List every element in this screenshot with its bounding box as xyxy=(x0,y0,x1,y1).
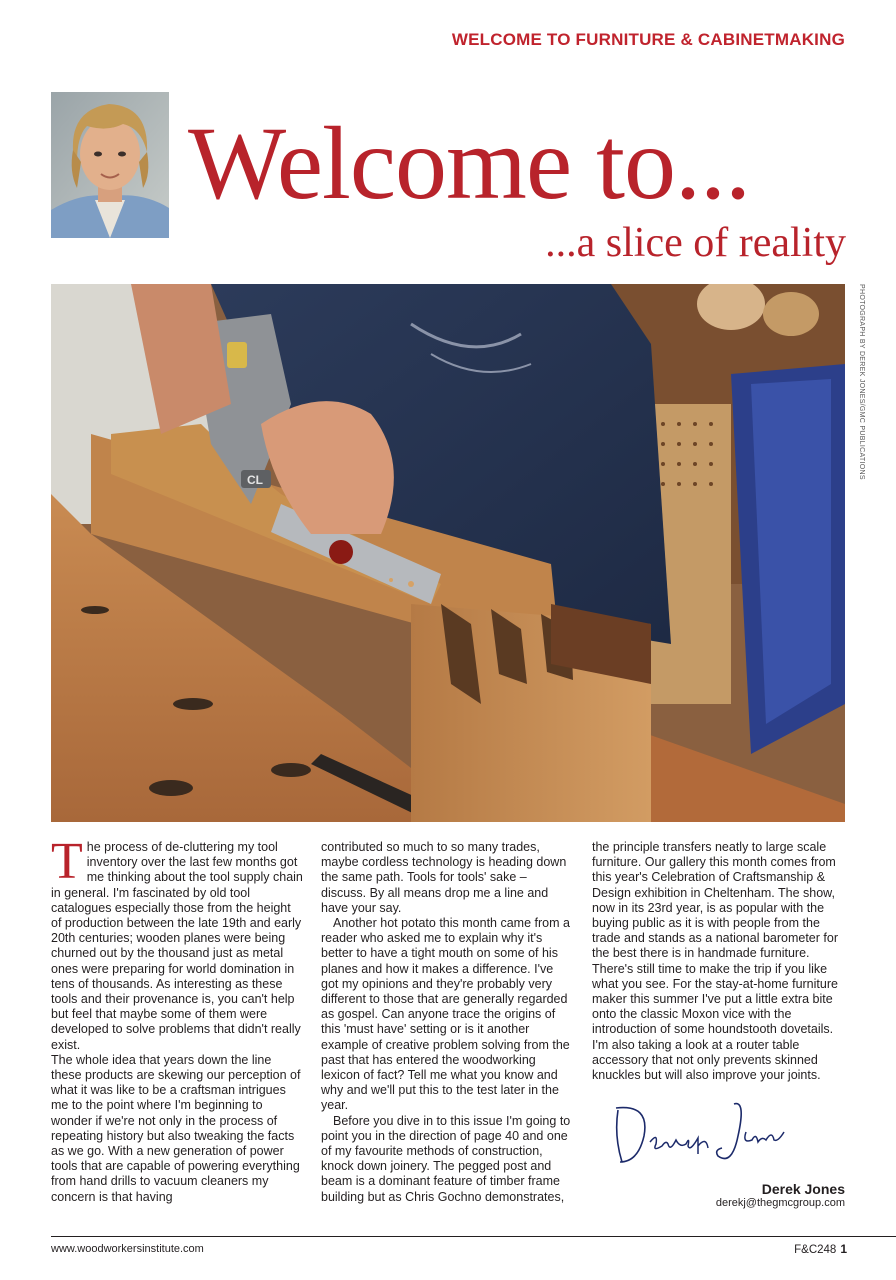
author-name: Derek Jones xyxy=(761,1181,845,1197)
headline-subtitle: ...a slice of reality xyxy=(545,220,846,266)
article-paragraph: he process of de-cluttering my tool inventory over the last few months got me thinking about the tool supply chain in general. I'm fascinated by old tool catalogues especially those from the height of production between the late 19th and early 20th centuries; wooden planes were being churned out by the thousand just as metal ones were preparing for world domination in tens of thousands. As interesting as these tools and their provenance is, you can't help but feel that maybe some of them were developed to solve problems that didn't really exist. xyxy=(51,840,303,1052)
article-column-2 xyxy=(321,840,573,1205)
article-column-1 xyxy=(51,833,303,1205)
hero-photo xyxy=(51,284,845,822)
article-paragraph: Before you dive in to this issue I'm going to point you in the direction of page 40 and one of my favourite methods of construction, knock down joinery. The pegged post and beam is a dominant feature of timber frame building but as Chris Gochno demonstrates, xyxy=(321,1113,571,1204)
headline-title: Welcome to... xyxy=(188,106,750,221)
section-header: WELCOME TO FURNITURE & CABINETMAKING xyxy=(451,30,845,49)
article-paragraph: the principle transfers neatly to large scale furniture. Our gallery this month comes from this year's Celebration of Craftsmanship & Design exhibition in Cheltenham. The show, now in its 23rd year, is as popular with the buying public as it is with people from the trade and stands as a national barometer for the best there is in handmade furniture. There's still time to make the trip if you like what you see. For the stay-at-home furniture maker this summer I've put a little extra bite onto the classic Moxon vice with the introduction of some houndstooth dovetails. I'm also taking a look at a router table accessory that not only prevents skinned knuckles but will also improve your joints. xyxy=(592,840,838,1083)
footer-website-link[interactable]: www.woodworkersinstitute.com xyxy=(51,1243,204,1255)
photo-credit: PHOTOGRAPH BY DEREK JONES/GMC PUBLICATIONS xyxy=(858,284,865,480)
author-email[interactable]: derekj@thegmcgroup.com xyxy=(715,1197,845,1209)
article-column-3 xyxy=(592,840,844,1083)
footer-issue xyxy=(794,1242,847,1256)
author-portrait xyxy=(51,92,169,238)
plane-badge-text: CL xyxy=(247,473,263,487)
footer-issue-number: F&C248 xyxy=(794,1244,837,1256)
drop-cap: T xyxy=(51,833,83,890)
article-paragraph: contributed so much to so many trades, maybe cordless technology is heading down the same path. Tools for tools' sake – discuss. By all means drop me a line and have your say. xyxy=(321,840,567,915)
footer-page-number: 1 xyxy=(840,1242,847,1256)
author-signature xyxy=(606,1096,806,1176)
footer-divider xyxy=(51,1236,896,1237)
article-paragraph: Another hot potato this month came from a reader who asked me to explain why it's better to have a tight mouth on some of his planes and how it makes a difference. I've got my opinions and they're probably very different to those that are generally regarded as gospel. Can anyone trace the origins of this 'must have' setting or is it another example of creative problem solving from the past that has entered the woodworking lexicon of fact? Tell me what you know and why and we'll put this to the test later in the year. xyxy=(321,916,570,1113)
article-paragraph: The whole idea that years down the line these products are skewing our perception of what it was like to be a craftsman intrigues me to the point where I'm beginning to wonder if we're not only in the process of repeating history but also tweaking the facts as we go. With a new generation of power tools that are capable of powering everything from hand drills to vacuum cleaners my concern is that having xyxy=(51,1052,301,1204)
